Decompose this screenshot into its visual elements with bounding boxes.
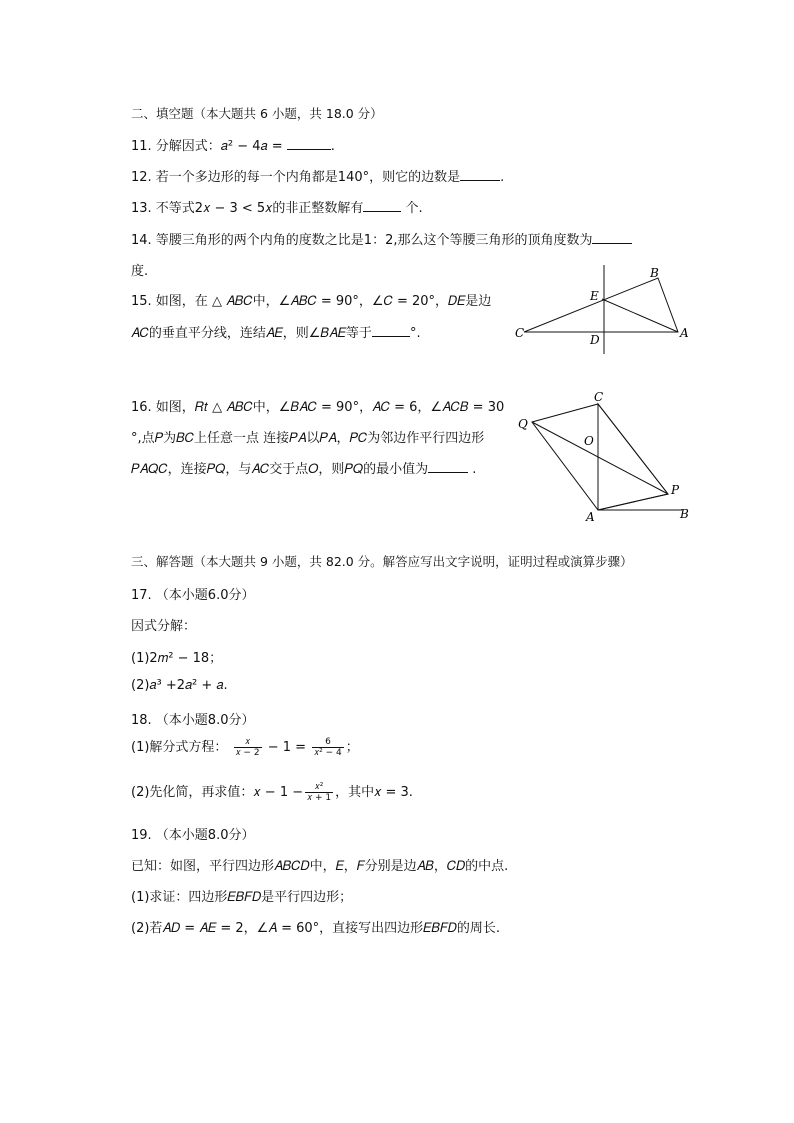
fraction <box>312 737 344 758</box>
question-14-line2: 度. <box>131 264 149 279</box>
question-17-intro: 因式分解： <box>131 619 197 634</box>
segment-ae <box>602 299 678 332</box>
question-11-tail: . <box>330 139 335 154</box>
question-13 <box>131 197 423 216</box>
question-17-part1: (1)2𝑚² − 18； <box>131 651 223 666</box>
label-b: B <box>650 266 659 280</box>
label-e: E <box>590 289 599 303</box>
fraction-numerator: 6 <box>312 737 344 748</box>
question-18-part2 <box>131 781 413 803</box>
section-answer-title: 三、解答题（本大题共 9 小题，共 82.0 分。解答应写出文字说明，证明过程或演算步骤） <box>131 554 633 569</box>
triangle-abc <box>598 404 668 510</box>
section-fill-blank-title: 二、填空题（本大题共 6 小题，共 18.0 分） <box>131 106 383 121</box>
label-o: O <box>584 434 594 448</box>
question-17-head: 17. （本小题6.0分） <box>131 588 255 603</box>
question-14 <box>131 229 632 248</box>
question-18-head: 18. （本小题8.0分） <box>131 713 255 728</box>
label-c: C <box>515 326 525 340</box>
parallelogram-paqc <box>532 404 668 510</box>
label-p: P <box>671 483 680 497</box>
label-q: Q <box>518 417 528 431</box>
question-12-tail: . <box>500 170 505 185</box>
answer-blank <box>428 471 468 473</box>
answer-blank <box>287 148 331 150</box>
question-12 <box>131 166 504 185</box>
q18-p1-post: ； <box>345 740 359 755</box>
question-19-part2: (2)若𝐴𝐷 = 𝐴𝐸 = 2，∠𝐴 = 60°，直接写出四边形𝐸𝐵𝐹𝐷的周长. <box>131 921 500 936</box>
fraction <box>234 737 262 758</box>
question-16-line3 <box>131 458 476 477</box>
question-15-tail: °. <box>409 326 421 341</box>
q18-p1-mid: − 1 = <box>263 740 311 755</box>
fraction-denominator: 𝑥 − 2 <box>235 748 260 758</box>
question-13-tail: 个. <box>401 201 423 216</box>
question-18-part1 <box>131 736 359 758</box>
question-12-text: 12. 若一个多边形的每一个内角都是140°，则它的边数是 <box>131 170 461 185</box>
question-15-line2-text: 𝐴𝐶的垂直平分线，连结𝐴𝐸，则∠𝐵𝐴𝐸等于 <box>131 326 372 341</box>
answer-blank <box>372 335 410 337</box>
answer-blank <box>592 242 632 244</box>
label-b: B <box>680 507 689 521</box>
q18-p1-pre: (1)解分式方程： <box>131 740 228 755</box>
question-15-line1: 15. 如图，在 △ 𝐴𝐵𝐶中，∠𝐴𝐵𝐶 = 90°，∠𝐶 = 20°，𝐷𝐸是边 <box>131 294 492 309</box>
question-16-line1: 16. 如图，𝑅𝑡 △ 𝐴𝐵𝐶中，∠𝐵𝐴𝐶 = 90°，𝐴𝐶 = 6，∠𝐴𝐶𝐵 = 30 <box>131 400 505 415</box>
question-11-text: 11. 分解因式：𝑎² − 4𝑎 = <box>131 139 287 154</box>
question-19-intro: 已知：如图，平行四边形𝐴𝐵𝐶𝐷中，𝐸，𝐹分别是边𝐴𝐵，𝐶𝐷的中点. <box>131 859 509 874</box>
answer-blank <box>460 179 500 181</box>
answer-blank <box>363 210 401 212</box>
question-15-line2 <box>131 322 421 341</box>
figure-16-parallelogram <box>512 388 698 524</box>
question-16-line3-text: 𝑃𝐴𝑄𝐶，连接𝑃𝑄，与𝐴𝐶交于点𝑂，则𝑃𝑄的最小值为 <box>131 462 429 477</box>
question-13-text: 13. 不等式2𝑥 − 3 < 5𝑥的非正整数解有 <box>131 201 364 216</box>
label-d: D <box>590 333 600 347</box>
label-a: A <box>586 510 595 524</box>
label-a: A <box>680 326 689 340</box>
question-17-part2: (2)𝑎³ +2𝑎² + 𝑎. <box>131 678 228 693</box>
figure-15-triangle <box>510 262 700 354</box>
fraction <box>305 782 333 803</box>
fraction-numerator: 𝑥 <box>234 737 262 748</box>
q18-p2-pre: (2)先化简，再求值：𝑥 − 1 − <box>131 785 304 800</box>
fraction-numerator: 𝑥² <box>305 782 333 793</box>
question-16-line2: °,点𝑃为𝐵𝐶上任意一点 连接𝑃𝐴以𝑃𝐴，𝑃𝐶为邻边作平行四边形 <box>131 431 485 446</box>
question-16-tail: . <box>468 462 477 477</box>
q18-p2-post: ，其中𝑥 = 3. <box>335 785 413 800</box>
question-19-head: 19. （本小题8.0分） <box>131 828 255 843</box>
question-11 <box>131 135 335 154</box>
triangle-abc <box>524 278 678 332</box>
question-14-line1: 14. 等腰三角形的两个内角的度数之比是1：2,那么这个等腰三角形的顶角度数为 <box>131 233 593 248</box>
fraction-denominator: 𝑥² − 4 <box>314 748 342 758</box>
question-19-part1: (1)求证：四边形𝐸𝐵𝐹𝐷是平行四边形； <box>131 890 353 905</box>
fraction-denominator: 𝑥 + 1 <box>307 793 332 803</box>
label-c: C <box>594 390 604 404</box>
segment-pq <box>532 422 668 494</box>
